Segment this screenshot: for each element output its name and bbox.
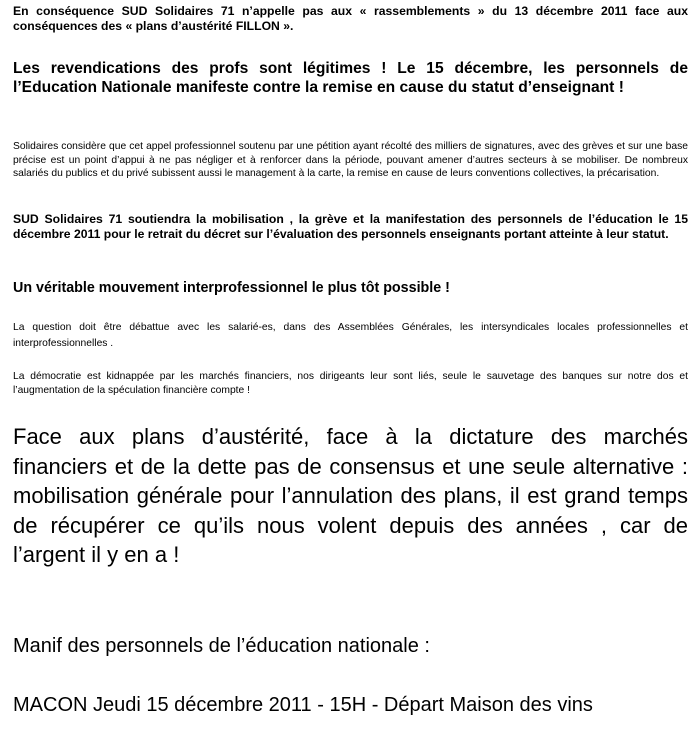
soutien-paragraph: SUD Solidaires 71 soutiendra la mobilisation , la grève et la manifestation des personnels de l’éducation le 15 décembre 2011 pour le retrait du décret sur l’évaluation des personnels enseignants portant atteinte à leur statut. <box>13 212 688 241</box>
mouvement-heading: Un véritable mouvement interprofessionnel le plus tôt possible ! <box>13 280 450 296</box>
rdv-announcement: MACON Jeudi 15 décembre 2011 - 15H - Départ Maison des vins <box>13 694 593 716</box>
question-paragraph: La question doit être débattue avec les salarié-es, dans des Assemblées Générales, les intersyndicales locales professionnelles et interprofessionnelles . <box>13 322 688 349</box>
headline: Les revendications des profs sont légitimes ! Le 15 décembre, les personnels de l’Education Nationale manifeste contre la remise en cause du statut d’enseignant ! <box>13 60 688 96</box>
solidaires-paragraph: Solidaires considère que cet appel professionnel soutenu par une pétition ayant récolté des milliers de signatures, avec des grèves et sur une base précise est un point d’appui à ne pas négliger et à renforcer dans la période, pouvant amener d’autres secteurs à se mobiliser. De nombreux salariés du publics et du privé subissent aussi le management à la carte, la remise en cause de leurs conventions collectives, la précarisation. <box>13 141 688 180</box>
austerite-paragraph: Face aux plans d’austérité, face à la dictature des marchés financiers et de la dette pas de consensus et une seule alternative : mobilisation générale pour l’annulation des plans, il est grand temps de récupérer ce qu’ils nous volent depuis des années , car de l’argent il y en a ! <box>13 424 688 567</box>
democratie-paragraph: La démocratie est kidnappée par les marchés financiers, nos dirigeants leur sont liés, seule le sauvetage des banques sur notre dos et l’augmentation de la spéculation financière compte ! <box>13 371 688 396</box>
manif-announcement: Manif des personnels de l’éducation nationale : <box>13 635 430 657</box>
intro-paragraph: En conséquence SUD Solidaires 71 n’appelle pas aux « rassemblements » du 13 décembre 2011 face aux conséquences des « plans d’austérité FILLON ». <box>13 4 688 33</box>
